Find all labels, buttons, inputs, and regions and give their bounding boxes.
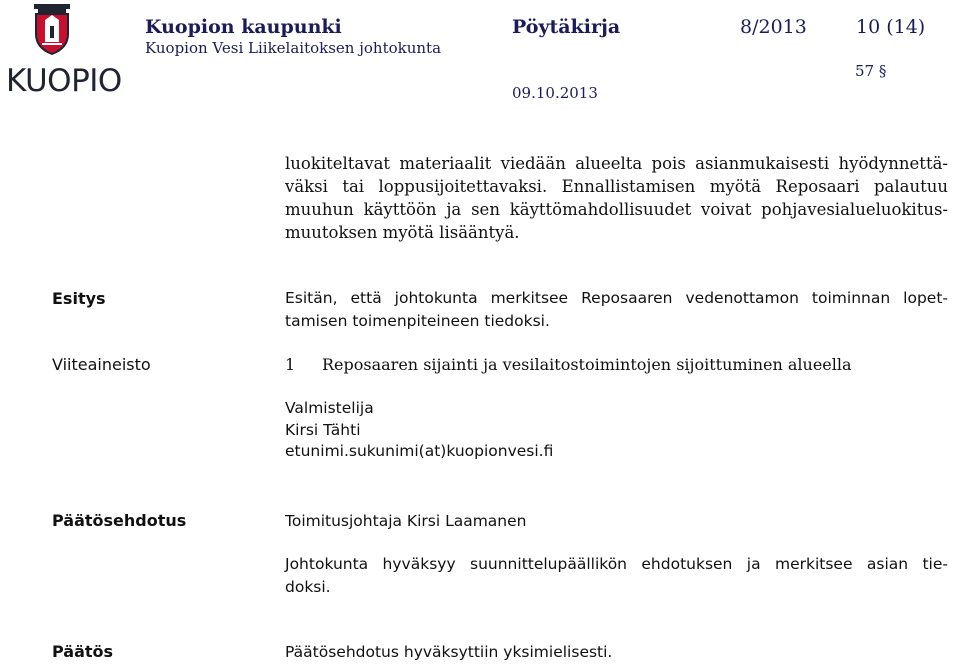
attachment-number: 1 — [285, 355, 296, 374]
attachment-link[interactable]: Reposaaren sijainti ja vesilaitostoimintojen sijoittuminen alueella — [322, 355, 852, 374]
paatosehdotus-by — [285, 510, 948, 533]
paatosehdotus-label: Päätösehdotus — [52, 511, 187, 530]
meeting-date: 09.10.2013 — [512, 84, 598, 102]
paatosehdotus-line: Johtokunta hyväksyy suunnittelupäällikön ehdotuksen ja merkitsee asian tie- — [285, 555, 948, 573]
page-info: 10 (14) — [856, 16, 926, 38]
document-number: 8/2013 — [740, 16, 807, 38]
document-type: Pöytäkirja — [512, 16, 621, 38]
logo-text: KUOPIO — [6, 63, 122, 99]
preparer-name: Kirsi Tähti — [285, 420, 361, 439]
intro-line: väksi tai loppusijoitettavaksi. Ennallistamisen myötä Reposaari palautuu — [285, 177, 948, 196]
viiteaineisto-label: Viiteaineisto — [52, 355, 151, 374]
intro-line: muuhun käyttöön ja sen käyttömahdollisuudet voivat pohjavesialueluokitus- — [285, 200, 948, 219]
esitys-line: tamisen toimenpiteineen tiedoksi. — [285, 312, 550, 330]
esitys-paragraph — [285, 287, 948, 333]
kuopio-logo — [2, 4, 122, 99]
esitys-label: Esitys — [52, 289, 106, 308]
paatos-label: Päätös — [52, 642, 114, 661]
paatosehdotus-proposer: Toimitusjohtaja Kirsi Laamanen — [285, 512, 527, 530]
paatosehdotus-paragraph — [285, 553, 948, 599]
coat-of-arms-icon — [32, 4, 72, 56]
section-number: 57 § — [855, 62, 887, 80]
intro-line: muutoksen myötä lisääntyä. — [285, 223, 520, 242]
preparer-email[interactable]: etunimi.sukunimi(at)kuopionvesi.fi — [285, 442, 554, 460]
organization-name: Kuopion kaupunki — [145, 16, 342, 38]
paatos-paragraph — [285, 641, 948, 664]
intro-paragraph — [285, 152, 948, 244]
paatos-text: Päätösehdotus hyväksyttiin yksimielisesti. — [285, 643, 613, 661]
intro-line: luokiteltavat materiaalit viedään alueelta pois asianmukaisesti hyödynnettä- — [285, 154, 948, 173]
esitys-line: Esitän, että johtokunta merkitsee Reposaaren vedenottamon toiminnan lopet- — [285, 289, 948, 307]
preparer-block — [285, 398, 948, 463]
sub-organization-name: Kuopion Vesi Liikelaitoksen johtokunta — [145, 39, 442, 57]
paatosehdotus-line: doksi. — [285, 578, 331, 596]
preparer-title: Valmistelija — [285, 399, 374, 417]
